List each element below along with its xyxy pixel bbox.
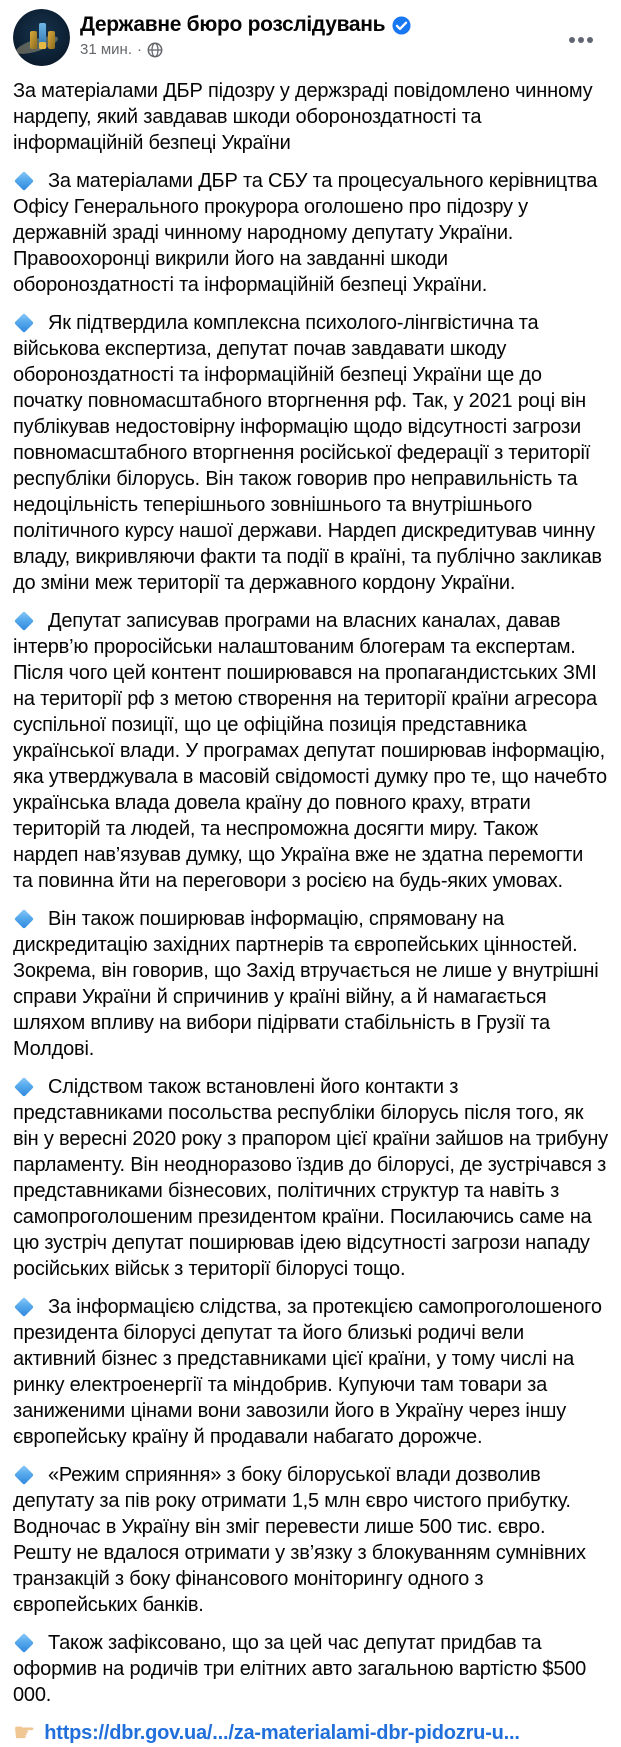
post-paragraph — [13, 310, 608, 596]
post-paragraph — [13, 168, 608, 298]
globe-audience-icon — [147, 42, 163, 58]
ellipsis-dot — [569, 37, 575, 43]
post-link-row — [13, 1720, 608, 1746]
separator-dot: · — [137, 41, 142, 58]
pointing-hand-icon: ☛ — [13, 1718, 36, 1747]
paragraph-text: За матеріалами ДБР підозру у держзраді повідомлено чинному нардепу, який завдавав шкоди обороноздатності та інформаційній безпеці України — [13, 80, 593, 154]
paragraph-text: За матеріалами ДБР та СБУ та процесуального керівництва Офісу Генерального прокурора оголошено про підозру у державній зраді чинному народному депутату України. Правоохоронці викрили його на завданні шкоди обороноздатності та інформаційній безпеці України. — [13, 170, 598, 296]
post-paragraph — [13, 906, 608, 1062]
blue-diamond-icon — [14, 611, 34, 631]
avatar[interactable] — [13, 9, 70, 66]
blue-diamond-icon — [14, 909, 34, 929]
paragraph-text: Депутат записував програми на власних каналах, давав інтерв’ю проросійськи налаштованим блогерам та експертам. Після чого цей контент поширювався на пропагандистських ЗМІ на території рф з метою створення на території країни агресора суспільної позиції, що це офіційна позиція представника української влади. У програмах депутат поширював інформацію, яка утверджувала в масовій свідомості думку про те, що начебто українська влада довела країну до повного краху, втрати територій та людей, та неспроможна досягти миру. Також нардеп нав’язував думку, що Україна вже не здатна перемогти та повинна йти на переговори з росією на будь-яких умовах. — [13, 610, 607, 892]
paragraph-text: За інформацією слідства, за протекцією самопроголошеного президента білорусі депутат та його близькі родичі вели активний бізнес з представниками цієї країни, у тому числі на ринку електроенергії та міндобрив. Купуючи там товари за заниженими цінами вони завозили його в Україну через іншу європейську країну й продавали набагато дорожче. — [13, 1296, 602, 1448]
paragraph-text: «Режим сприяння» з боку білоруської влади дозволив депутату за пів року отримати 1,5 млн євро чистого прибутку. Водночас в Україну він зміг перевести лише 500 тис. євро. Решту не вдалося отримати у зв’язку з блокуванням сумнівних транзакцій з боку фінансового моніторингу одного з європейських банків. — [13, 1464, 586, 1616]
paragraph-text: Як підтвердила комплексна психолого-лінгвістична та військова експертиза, депутат почав завдавати шкоду обороноздатності та інформаційній безпеці України ще до початку повномасштабного вторгнення рф. Так, у 2021 році він публікував недостовірну інформацію щодо відсутності загрози повномасштабного вторгнення російської федерації з території республіки білорусь. Він також говорив про неправильність та недоцільність теперішнього зовнішнього та внутрішнього політичного курсу нашої держави. Нардеп дискредитував чинну владу, викривляючи факти та події в країні, та публічно закликав до зміни меж території та державного кордону України. — [13, 312, 602, 594]
timestamp-row — [80, 41, 411, 58]
page-name[interactable]: Державне бюро розслідувань — [80, 13, 386, 36]
blue-diamond-icon — [14, 1077, 34, 1097]
more-options-button[interactable] — [561, 24, 601, 56]
post-paragraph — [13, 1074, 608, 1282]
post-header — [0, 0, 621, 68]
post-paragraph — [13, 608, 608, 894]
post-paragraph — [13, 1294, 608, 1450]
ellipsis-dot — [587, 37, 593, 43]
paragraph-text: Він також поширював інформацію, спрямовану на дискредитацію західних партнерів та європейських цінностей. Зокрема, він говорив, що Захід втручається не лише у внутрішні справи України й спричинив у країні війну, а й намагається шляхом впливу на вибори підірвати стабільність в Грузії та Молдові. — [13, 908, 599, 1060]
post-paragraph-intro — [13, 78, 608, 156]
blue-diamond-icon — [14, 1465, 34, 1485]
blue-diamond-icon — [14, 1297, 34, 1317]
blue-diamond-icon — [14, 1633, 34, 1653]
blue-diamond-icon — [14, 313, 34, 333]
paragraph-text: Слідством також встановлені його контакти з представниками посольства республіки білорусь після того, як він у вересні 2020 року з прапором цієї країни зайшов на трибуну парламенту. Він неодноразово їздив до білорусі, де зустрічався з представниками бізнесових, політичних структур та навіть з самопроголошеним президентом країни. Посилаючись саме на цю зустріч депутат поширював ідею відсутності загрози нападу російських військ з території білорусі тощо. — [13, 1076, 608, 1280]
post-paragraph — [13, 1630, 608, 1708]
blue-diamond-icon — [14, 171, 34, 191]
post-link[interactable]: https://dbr.gov.ua/.../za-materialami-dbr-pidozru-u... — [44, 1722, 520, 1744]
post-paragraph — [13, 1462, 608, 1618]
post-body — [0, 68, 621, 1746]
dbr-logo-icon — [13, 9, 70, 66]
paragraph-text: Також зафіксовано, що за цей час депутат придбав та оформив на родичів три елітних авто загальною вартістю $500 000. — [13, 1632, 587, 1706]
post-timestamp[interactable]: 31 мин. — [80, 41, 132, 58]
ellipsis-dot — [578, 37, 584, 43]
verified-badge-icon — [392, 16, 411, 35]
header-info — [80, 9, 411, 58]
